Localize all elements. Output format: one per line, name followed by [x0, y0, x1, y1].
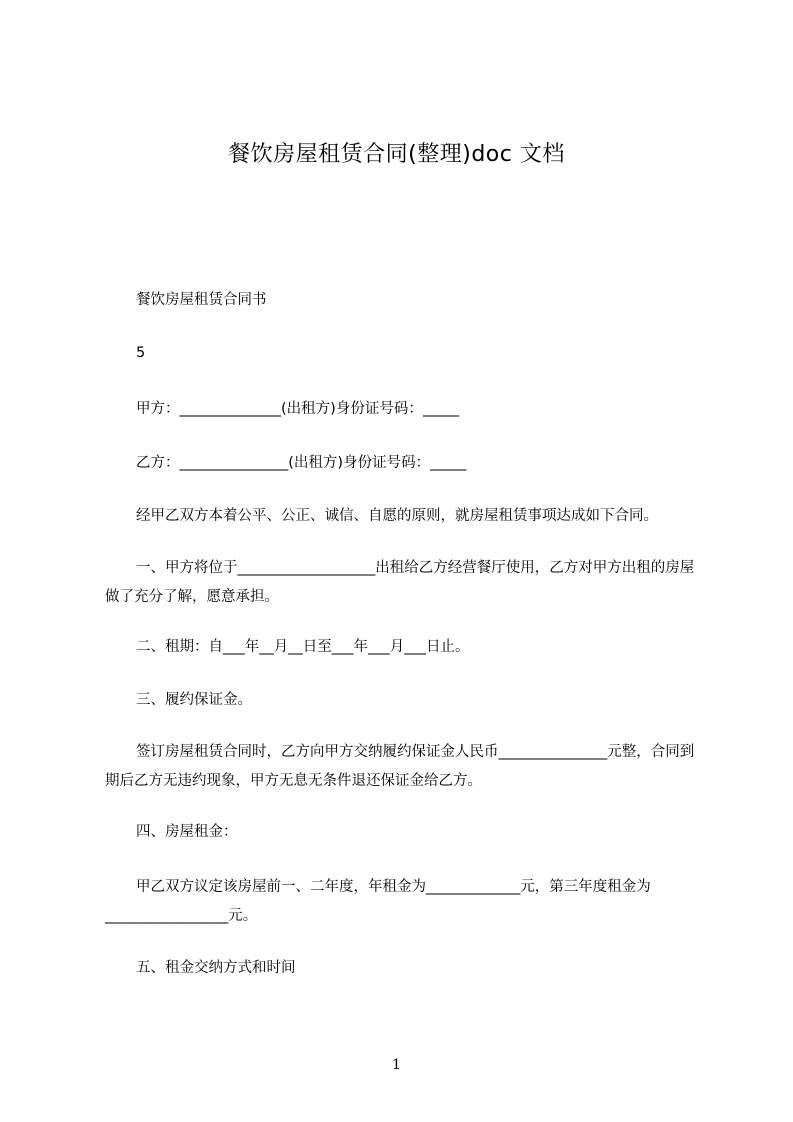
paragraph-number: 5 [136, 345, 146, 361]
paragraph-party-b: 乙方：_______________(出租方)身份证号码：_____ [136, 455, 467, 471]
document-title: 餐饮房屋租赁合同(整理)doc 文档 [228, 142, 565, 167]
paragraph-clause-5-heading: 五、租金交纳方式和时间 [136, 960, 296, 976]
paragraph-party-a: 甲方：______________(出租方)身份证号码：_____ [136, 401, 460, 417]
paragraph-clause-1: 一、甲方将位于___________________出租给乙方经营餐厅使用，乙方对甲方出租的房屋做了充分了解，愿意承担。 [105, 560, 695, 605]
paragraph-clause-4-body: 甲乙双方议定该房屋前一、二年度，年租金为_____________元，第三年度租金为_________________元。 [105, 879, 651, 924]
page-number: 1 [392, 1057, 401, 1073]
paragraph-preamble: 经甲乙双方本着公平、公正、诚信、自愿的原则，就房屋租赁事项达成如下合同。 [136, 508, 658, 524]
paragraph-clause-2: 二、租期：自___年__月__日至___年___月___日止。 [136, 639, 470, 655]
paragraph-clause-3-heading: 三、履约保证金。 [136, 692, 252, 708]
paragraph-clause-4-heading: 四、房屋租金： [136, 824, 238, 840]
paragraph-contract-heading: 餐饮房屋租赁合同书 [136, 292, 267, 308]
paragraph-clause-3-body: 签订房屋租赁合同时，乙方向甲方交纳履约保证金人民币_______________元整，合同到期后乙方无违约现象，甲方无息无条件退还保证金给乙方。 [105, 744, 695, 789]
